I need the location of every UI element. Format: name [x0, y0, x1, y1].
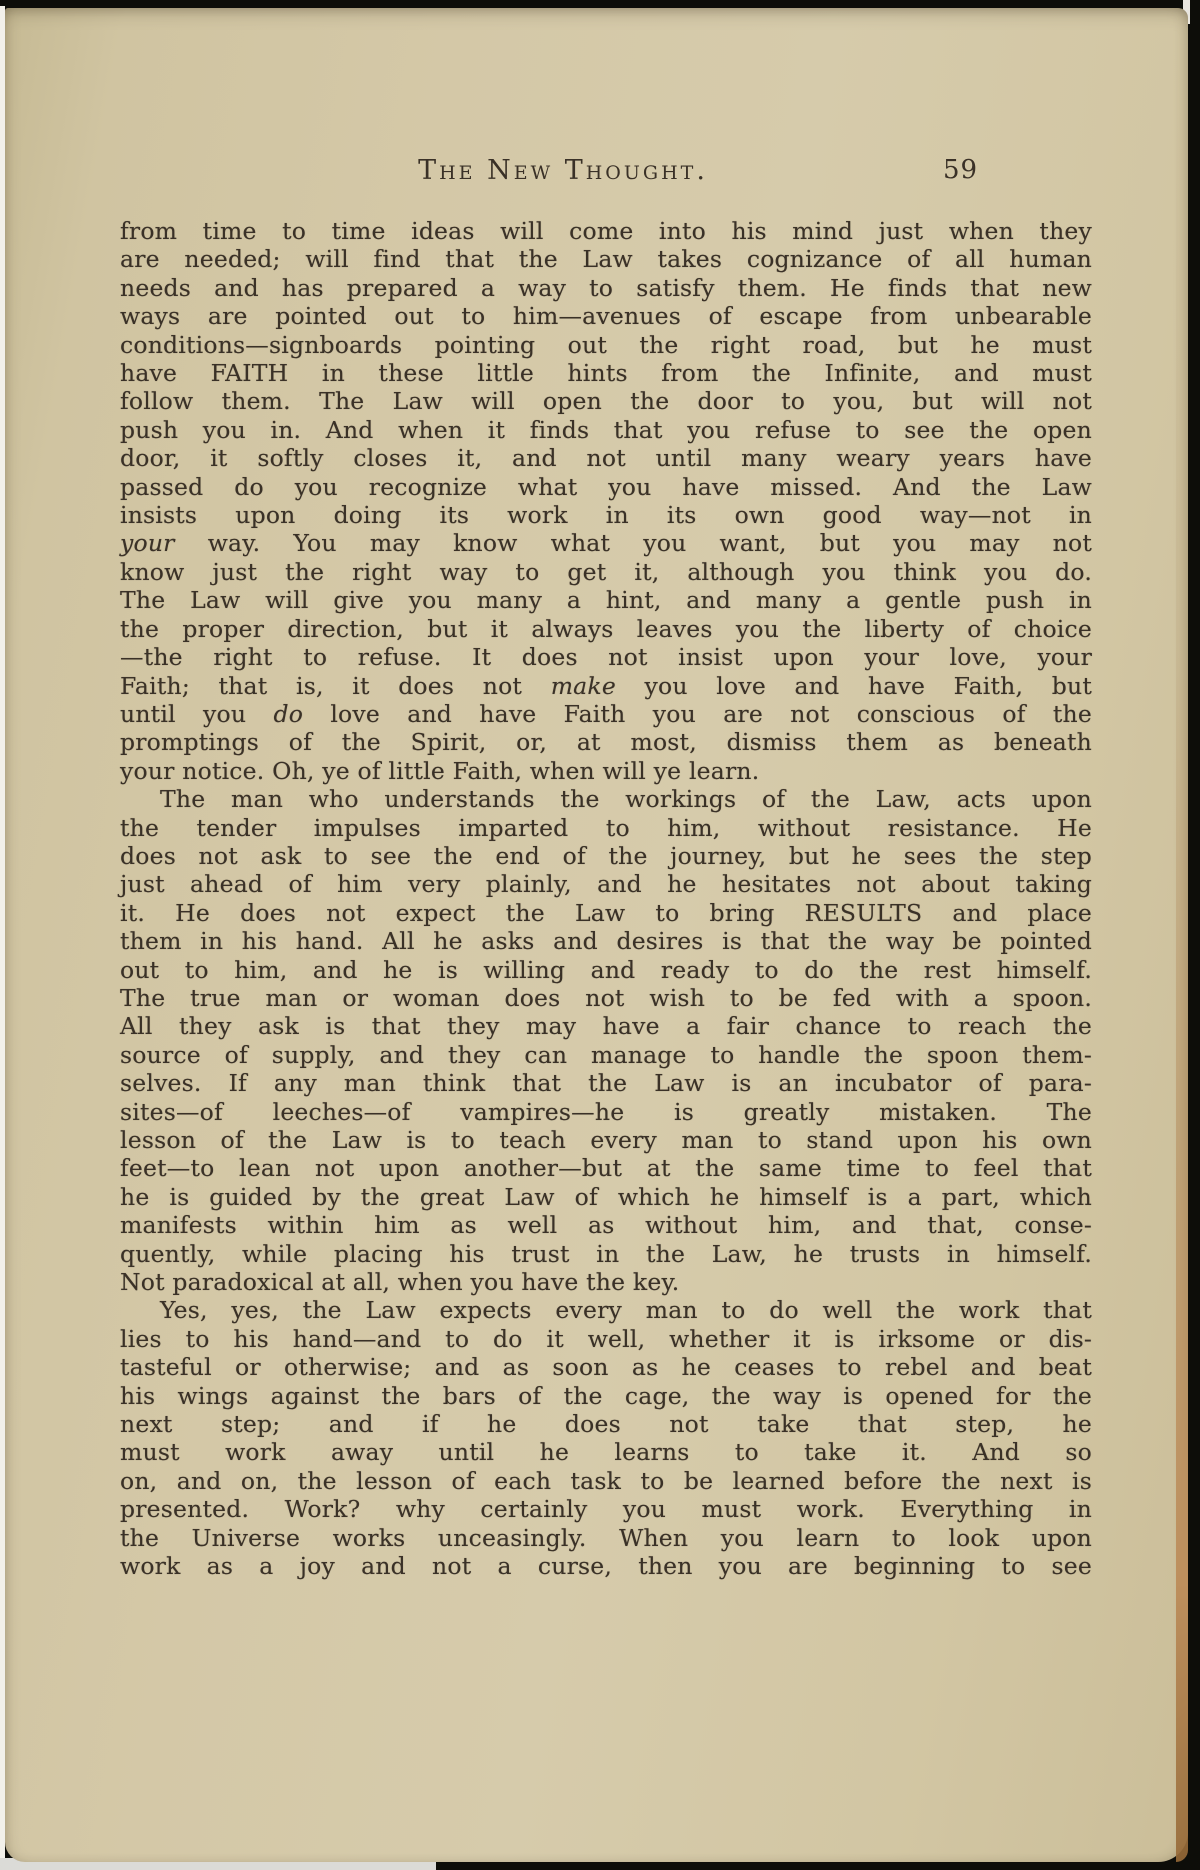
- text-segment: tasteful or otherwise; and as soon as he ceases to rebel and beat: [120, 1353, 1092, 1382]
- text-line: [120, 529, 1092, 557]
- text-line: [120, 302, 1092, 330]
- page-title: The New Thought.: [418, 155, 708, 186]
- text-line: [120, 387, 1092, 415]
- text-line: [120, 728, 1092, 756]
- text-segment: must work away until he learns to take it. And so: [120, 1438, 1092, 1467]
- text-line: [120, 359, 1092, 387]
- text-segment: insists upon doing its work in its own good way—not in: [120, 501, 1092, 530]
- text-segment: needs and has prepared a way to satisfy them. He finds that new: [120, 273, 1092, 302]
- text-segment: the tender impulses imparted to him, without resistance. He: [120, 813, 1092, 842]
- text-line: [120, 501, 1092, 529]
- text-segment: them in his hand. All he asks and desires is that the way be pointed: [120, 927, 1092, 956]
- text-line: [120, 444, 1092, 472]
- italic-text-segment: make: [550, 671, 616, 700]
- text-line: [120, 1438, 1092, 1466]
- text-line: [120, 842, 1092, 870]
- text-segment: lies to his hand—and to do it well, whether it is irksome or dis-: [120, 1324, 1092, 1353]
- text-segment: All they ask is that they may have a fair chance to reach the: [120, 1012, 1092, 1041]
- text-segment: Not paradoxical at all, when you have the key.: [120, 1268, 680, 1297]
- text-segment: from time to time ideas will come into his mind just when they: [120, 217, 1092, 245]
- text-segment: he is guided by the great Law of which he himself is a part, which: [120, 1182, 1092, 1211]
- text-line: [120, 1041, 1092, 1069]
- text-line: [120, 1410, 1092, 1438]
- text-segment: The man who understands the workings of the Law, acts upon: [160, 785, 1092, 814]
- text-line: [120, 1353, 1092, 1381]
- text-segment: selves. If any man think that the Law is an incubator of para-: [120, 1069, 1092, 1098]
- text-segment: your notice. Oh, ye of little Faith, when will ye learn.: [120, 756, 760, 785]
- text-line: [120, 1098, 1092, 1126]
- text-segment: next step; and if he does not take that step, he: [120, 1410, 1092, 1439]
- text-segment: manifests within him as well as without him, and that, conse-: [120, 1211, 1092, 1240]
- text-line: [120, 1296, 1092, 1324]
- text-segment: out to him, and he is willing and ready to do the rest himself.: [120, 955, 1092, 984]
- text-line: [120, 1126, 1092, 1154]
- text-segment: The Law will give you many a hint, and many a gentle push in: [120, 586, 1092, 615]
- text-line: [120, 785, 1092, 813]
- text-line: [120, 615, 1092, 643]
- text-line: [120, 899, 1092, 927]
- text-line: [120, 870, 1092, 898]
- text-segment: follow them. The Law will open the door to you, but will not: [120, 387, 1092, 416]
- page-number: 59: [943, 155, 979, 185]
- text-segment: Yes, yes, the Law expects every man to do well the work that: [160, 1296, 1092, 1325]
- text-segment: it. He does not expect the Law to bring RESULTS and place: [120, 898, 1092, 927]
- text-line: [120, 245, 1092, 273]
- text-line: [120, 757, 1092, 785]
- text-line: [120, 1467, 1092, 1495]
- text-line: [120, 984, 1092, 1012]
- text-segment: until you: [120, 699, 274, 728]
- text-line: [120, 1325, 1092, 1353]
- text-segment: lesson of the Law is to teach every man to stand upon his own: [120, 1126, 1092, 1154]
- text-segment: sites—of leeches—of vampires—he is greatly mistaken. The: [120, 1097, 1092, 1126]
- text-segment: push you in. And when it finds that you refuse to see the open: [120, 415, 1092, 444]
- text-line: [120, 1211, 1092, 1239]
- text-segment: quently, while placing his trust in the Law, he trusts in himself.: [120, 1239, 1092, 1268]
- text-segment: are needed; will find that the Law takes cognizance of all human: [120, 245, 1092, 274]
- text-segment: you love and have Faith, but: [615, 671, 1092, 700]
- text-segment: the proper direction, but it always leaves you the liberty of choice: [120, 614, 1092, 643]
- text-line: [120, 473, 1092, 501]
- text-segment: the Universe works unceasingly. When you learn to look upon: [120, 1523, 1092, 1552]
- italic-text-segment: do: [273, 699, 304, 728]
- text-segment: presented. Work? why certainly you must work. Everything in: [120, 1495, 1092, 1524]
- page-body: [120, 217, 1092, 1581]
- text-line: [120, 274, 1092, 302]
- text-line: [120, 927, 1092, 955]
- text-segment: passed do you recognize what you have missed. And the Law: [120, 472, 1092, 501]
- text-line: [120, 1240, 1092, 1268]
- text-segment: just ahead of him very plainly, and he hesitates not about taking: [120, 870, 1092, 899]
- text-line: [120, 672, 1092, 700]
- text-line: [120, 700, 1092, 728]
- text-segment: on, and on, the lesson of each task to be learned before the next is: [120, 1466, 1092, 1495]
- text-line: [120, 1154, 1092, 1182]
- text-segment: conditions—signboards pointing out the right road, but he must: [120, 330, 1092, 359]
- book-page: [5, 8, 1188, 1862]
- text-segment: have FAITH in these little hints from the Infinite, and must: [120, 359, 1092, 388]
- text-segment: The true man or woman does not wish to be fed with a spoon.: [120, 983, 1092, 1012]
- text-line: [120, 643, 1092, 671]
- text-segment: promptings of the Spirit, or, at most, dismiss them as beneath: [120, 728, 1092, 757]
- text-segment: love and have Faith you are not conscious of the: [303, 699, 1092, 728]
- text-segment: —the right to refuse. It does not insist upon your love, your: [120, 643, 1092, 672]
- text-line: [120, 1012, 1092, 1040]
- text-segment: his wings against the bars of the cage, the way is opened for the: [120, 1381, 1092, 1410]
- running-header: [120, 155, 1006, 186]
- italic-text-segment: your: [120, 529, 175, 558]
- text-segment: source of supply, and they can manage to handle the spoon them-: [120, 1040, 1092, 1069]
- text-line: [120, 416, 1092, 444]
- text-line: [120, 956, 1092, 984]
- text-line: [120, 586, 1092, 614]
- text-line: [120, 217, 1092, 245]
- text-line: [120, 1495, 1092, 1523]
- text-line: [120, 1552, 1092, 1580]
- text-segment: Faith; that is, it does not: [120, 671, 551, 700]
- text-segment: know just the right way to get it, although you think you do.: [120, 557, 1092, 586]
- text-line: [120, 558, 1092, 586]
- text-line: [120, 1069, 1092, 1097]
- text-segment: door, it softly closes it, and not until many weary years have: [120, 444, 1092, 473]
- text-line: [120, 1268, 1092, 1296]
- text-segment: way. You may know what you want, but you may not: [174, 529, 1092, 558]
- text-segment: does not ask to see the end of the journey, but he sees the step: [120, 841, 1092, 870]
- text-line: [120, 331, 1092, 359]
- text-line: [120, 814, 1092, 842]
- text-line: [120, 1382, 1092, 1410]
- text-line: [120, 1183, 1092, 1211]
- text-segment: work as a joy and not a curse, then you are beginning to see: [120, 1552, 1092, 1581]
- text-segment: ways are pointed out to him—avenues of escape from unbearable: [120, 302, 1092, 331]
- text-segment: feet—to lean not upon another—but at the same time to feel that: [120, 1154, 1092, 1183]
- text-line: [120, 1524, 1092, 1552]
